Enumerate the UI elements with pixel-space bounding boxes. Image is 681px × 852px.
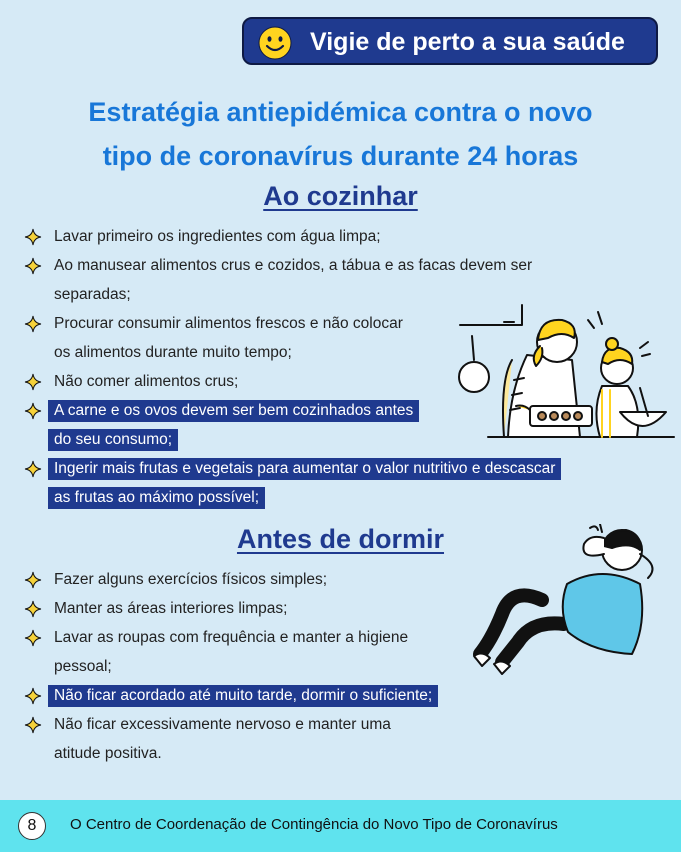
list-item-text: Procurar consumir alimentos frescos e não colocar: [54, 315, 403, 332]
footer: [0, 800, 681, 852]
header-badge: [242, 17, 658, 65]
sparkle-star-icon: [24, 402, 42, 420]
list-item-text: Ingerir mais frutas e vegetais para aumentar o valor nutritivo e descascar: [48, 458, 561, 480]
title-line-1: Estratégia antiepidémica contra o novo: [88, 97, 593, 127]
cooking-illustration: [452, 300, 678, 442]
list-item-text: Ao manusear alimentos crus e cozidos, a tábua e as facas devem ser: [54, 257, 533, 274]
footer-text: O Centro de Coordenação de Contingência do Novo Tipo de Coronavírus: [70, 816, 558, 833]
list-item-text: atitude positiva.: [54, 745, 162, 762]
list-item: [22, 454, 662, 512]
sparkle-star-icon: [24, 257, 42, 275]
sparkle-star-icon: [24, 315, 42, 333]
section-heading-cooking: Ao cozinhar: [263, 181, 418, 211]
list-item-text: pessoal;: [54, 658, 112, 675]
list-item-text: Manter as áreas interiores limpas;: [54, 600, 288, 617]
sparkle-star-icon: [24, 629, 42, 647]
page-number: 8: [18, 812, 46, 840]
list-item: [22, 681, 662, 710]
list-item-text: Não ficar excessivamente nervoso e manter uma: [54, 716, 391, 733]
sparkle-star-icon: [24, 228, 42, 246]
exercise-illustration: [472, 524, 672, 676]
list-item: [22, 710, 662, 768]
sparkle-star-icon: [24, 716, 42, 734]
list-item-text: A carne e os ovos devem ser bem cozinhados antes: [48, 400, 419, 422]
list-item-text: os alimentos durante muito tempo;: [54, 344, 292, 361]
list-item-text: Lavar primeiro os ingredientes com água limpa;: [54, 228, 381, 245]
sparkle-star-icon: [24, 373, 42, 391]
list-item-text: Não ficar acordado até muito tarde, dormir o suficiente;: [48, 685, 438, 707]
list-item-text: as frutas ao máximo possível;: [48, 487, 265, 509]
list-item-text: Lavar as roupas com frequência e manter a higiene: [54, 629, 409, 646]
badge-text: Vigie de perto a sua saúde: [310, 28, 625, 56]
list-item-text: Não comer alimentos crus;: [54, 373, 239, 390]
list-item-text: Fazer alguns exercícios físicos simples;: [54, 571, 328, 588]
sparkle-star-icon: [24, 571, 42, 589]
smiley-icon: [258, 26, 292, 60]
list-item-text: separadas;: [54, 286, 131, 303]
sparkle-star-icon: [24, 600, 42, 618]
page-title: [0, 90, 681, 178]
list-item: [22, 222, 662, 251]
sparkle-star-icon: [24, 460, 42, 478]
sparkle-star-icon: [24, 687, 42, 705]
title-line-2: tipo de coronavírus durante 24 horas: [102, 141, 579, 171]
list-item-text: do seu consumo;: [48, 429, 178, 451]
section-heading-sleep: Antes de dormir: [236, 524, 445, 554]
